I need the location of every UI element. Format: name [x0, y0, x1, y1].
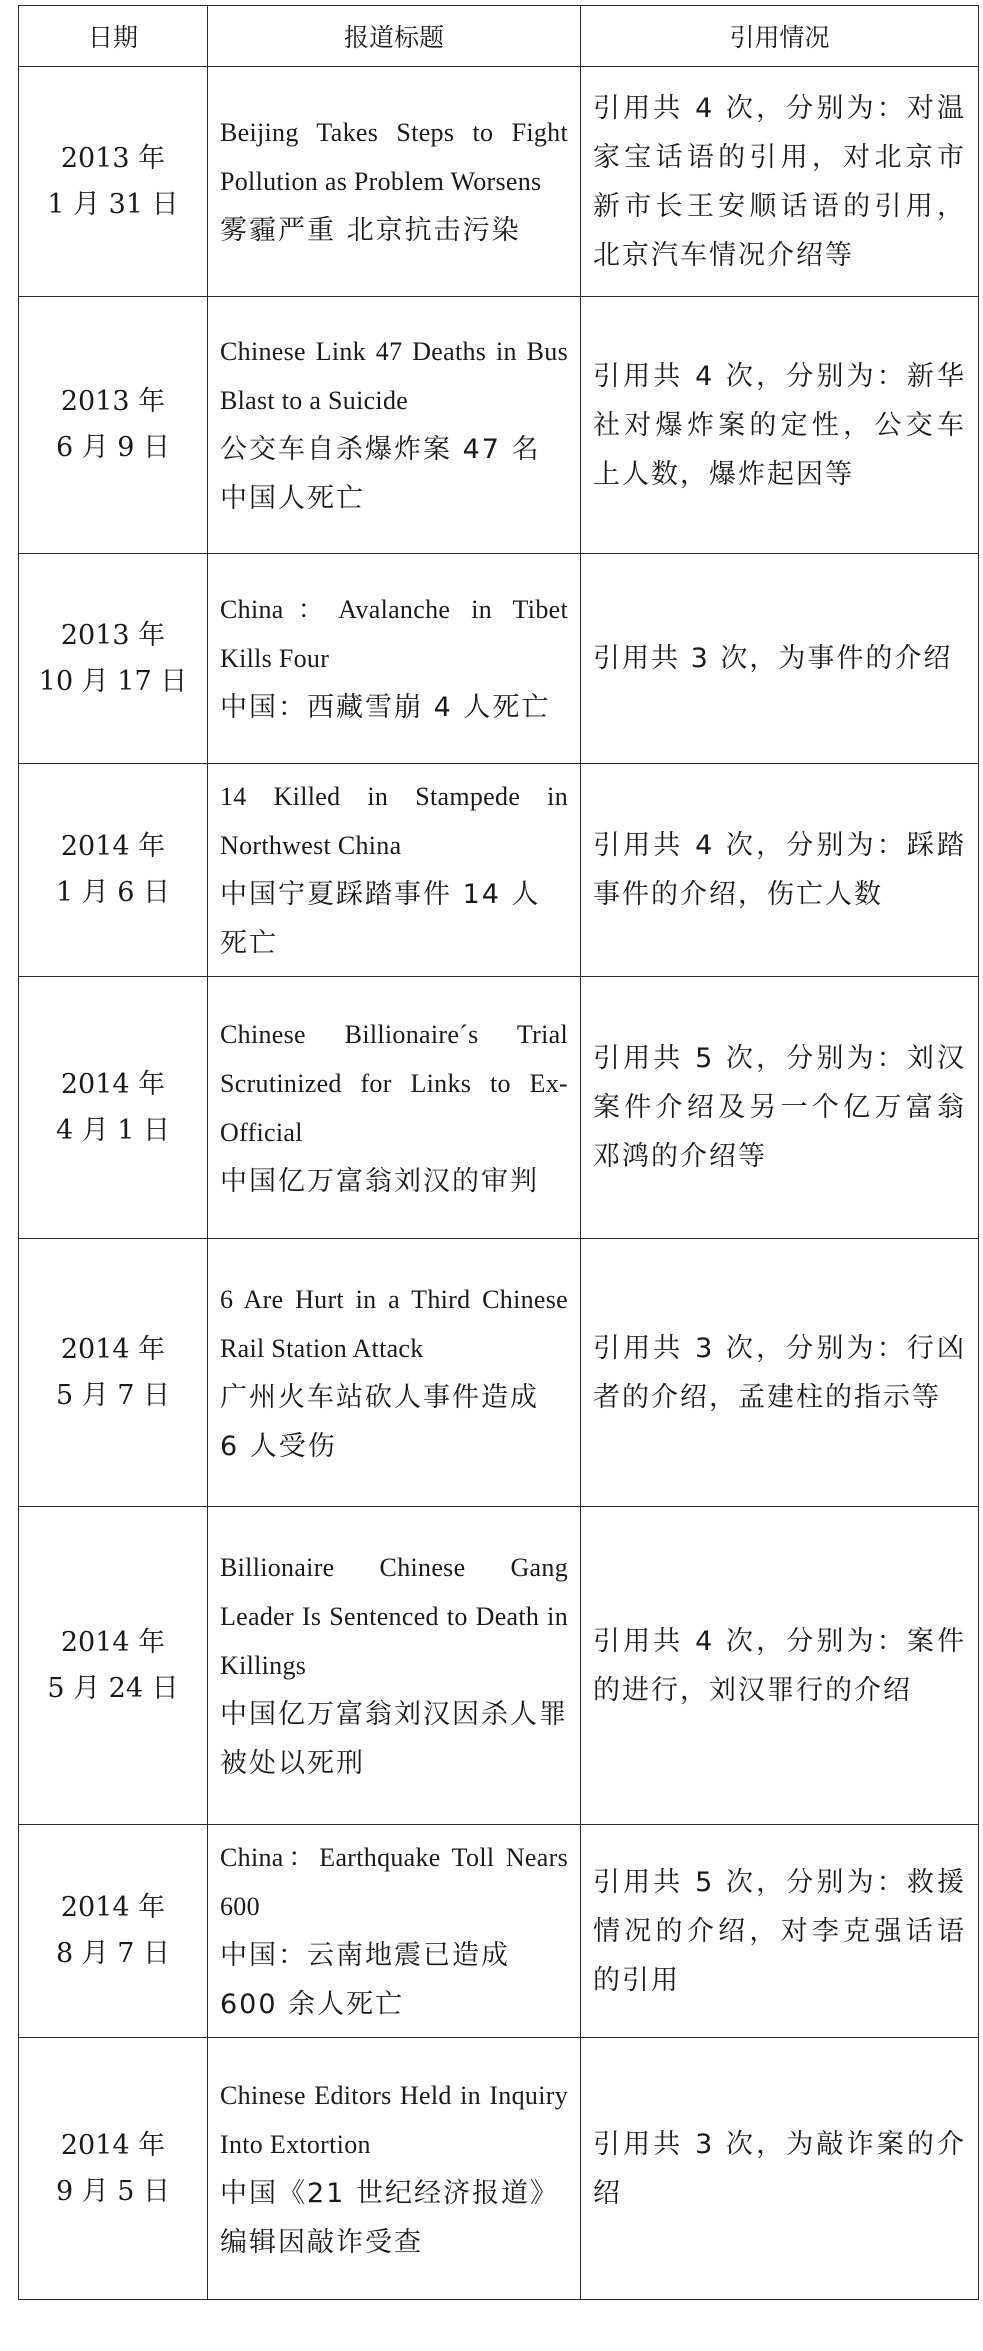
table-row: [19, 1825, 979, 2038]
date-day: 1 月 6 日: [55, 877, 171, 908]
header-usage: 引用情况: [581, 6, 979, 67]
title-cell: [208, 67, 581, 297]
table-row: [19, 977, 979, 1239]
header-title: 报道标题: [208, 6, 581, 67]
title-cell: [208, 1239, 581, 1507]
title-english: China：Earthquake Toll Nears 600: [220, 1843, 568, 1921]
date-cell: [19, 764, 208, 977]
date-cell: [19, 67, 208, 297]
usage-cell: 引用共 4 次，分别为：对温家宝话语的引用，对北京市新市长王安顺话语的引用，北京汽车情况介绍等: [581, 67, 979, 297]
usage-cell: 引用共 5 次，分别为：刘汉案件介绍及另一个亿万富翁邓鸿的介绍等: [581, 977, 979, 1239]
usage-cell: 引用共 4 次，分别为：踩踏事件的介绍，伤亡人数: [581, 764, 979, 977]
title-cell: [208, 977, 581, 1239]
usage-cell: 引用共 3 次，为事件的介绍: [581, 554, 979, 764]
title-english: Billionaire Chinese Gang Leader Is Sentenced to Death in Killings: [220, 1553, 568, 1680]
news-citation-table: [18, 5, 979, 2300]
date-day: 9 月 5 日: [55, 2175, 171, 2207]
title-english: Beijing Takes Steps to Fight Pollution as Problem Worsens: [220, 118, 568, 196]
date-day: 1 月 31 日: [47, 188, 179, 220]
title-english: China：Avalanche in Tibet Kills Four: [220, 595, 568, 673]
title-cell: [208, 1825, 581, 2038]
title-cell: [208, 764, 581, 977]
date-year: 2014 年: [60, 1892, 166, 1923]
date-day: 8 月 7 日: [55, 1938, 171, 1969]
header-row: [19, 6, 979, 67]
title-english: 6 Are Hurt in a Third Chinese Rail Station Attack: [220, 1284, 568, 1363]
date-year: 2013 年: [60, 619, 166, 651]
title-cell: [208, 2038, 581, 2300]
date-cell: [19, 2038, 208, 2300]
title-chinese: 中国：西藏雪崩 4 人死亡: [220, 692, 551, 723]
title-english: Chinese Link 47 Deaths in Bus Blast to a Suicide: [220, 337, 568, 415]
table-header: [19, 6, 979, 67]
table-row: [19, 297, 979, 554]
date-cell: [19, 977, 208, 1239]
date-day: 6 月 9 日: [55, 432, 171, 463]
date-cell: [19, 1825, 208, 2038]
date-day: 5 月 7 日: [55, 1379, 171, 1411]
table-row: [19, 2038, 979, 2300]
usage-cell: 引用共 4 次，分别为：新华社对爆炸案的定性，公交车上人数，爆炸起因等: [581, 297, 979, 554]
date-year: 2014 年: [60, 1626, 166, 1658]
date-day: 5 月 24 日: [47, 1672, 179, 1704]
title-chinese: 广州火车站砍人事件造成 6 人受伤: [220, 1381, 539, 1462]
date-year: 2014 年: [60, 1068, 166, 1100]
usage-cell: 引用共 3 次，为敲诈案的介绍: [581, 2038, 979, 2300]
title-chinese: 中国：云南地震已造成 600 余人死亡: [220, 1940, 510, 2020]
table-row: [19, 764, 979, 977]
date-cell: [19, 554, 208, 764]
date-year: 2014 年: [60, 831, 166, 862]
date-cell: [19, 297, 208, 554]
title-chinese: 中国《21 世纪经济报道》编辑因敲诈受查: [220, 2177, 559, 2258]
usage-cell: 引用共 3 次，分别为：行凶者的介绍，孟建柱的指示等: [581, 1239, 979, 1507]
table-body: [19, 67, 979, 2300]
table-row: [19, 554, 979, 764]
date-cell: [19, 1239, 208, 1507]
date-year: 2014 年: [60, 2129, 166, 2161]
table-row: [19, 67, 979, 297]
table-row: [19, 1507, 979, 1825]
date-day: 4 月 1 日: [55, 1114, 171, 1146]
title-cell: [208, 554, 581, 764]
title-chinese: 公交车自杀爆炸案 47 名中国人死亡: [220, 434, 541, 514]
table-row: [19, 1239, 979, 1507]
title-chinese: 中国宁夏踩踏事件 14 人死亡: [220, 879, 541, 959]
date-cell: [19, 1507, 208, 1825]
usage-cell: 引用共 4 次，分别为：案件的进行，刘汉罪行的介绍: [581, 1507, 979, 1825]
title-chinese: 中国亿万富翁刘汉的审判: [220, 1165, 539, 1197]
title-english: Chinese Billionaire´s Trial Scrutinized for Links to Ex-Official: [220, 1019, 568, 1147]
date-year: 2014 年: [60, 1333, 166, 1365]
title-cell: [208, 1507, 581, 1825]
title-cell: [208, 297, 581, 554]
title-chinese: 雾霾严重 北京抗击污染: [220, 215, 521, 246]
header-date: 日期: [19, 6, 208, 67]
title-english: Chinese Editors Held in Inquiry Into Extortion: [220, 2080, 568, 2159]
usage-cell: 引用共 5 次，分别为：救援情况的介绍，对李克强话语的引用: [581, 1825, 979, 2038]
date-year: 2013 年: [60, 142, 166, 174]
title-english: 14 Killed in Stampede in Northwest China: [220, 782, 568, 860]
date-day: 10 月 17 日: [38, 665, 188, 697]
date-year: 2013 年: [60, 386, 166, 417]
title-chinese: 中国亿万富翁刘汉因杀人罪被处以死刑: [220, 1699, 568, 1779]
